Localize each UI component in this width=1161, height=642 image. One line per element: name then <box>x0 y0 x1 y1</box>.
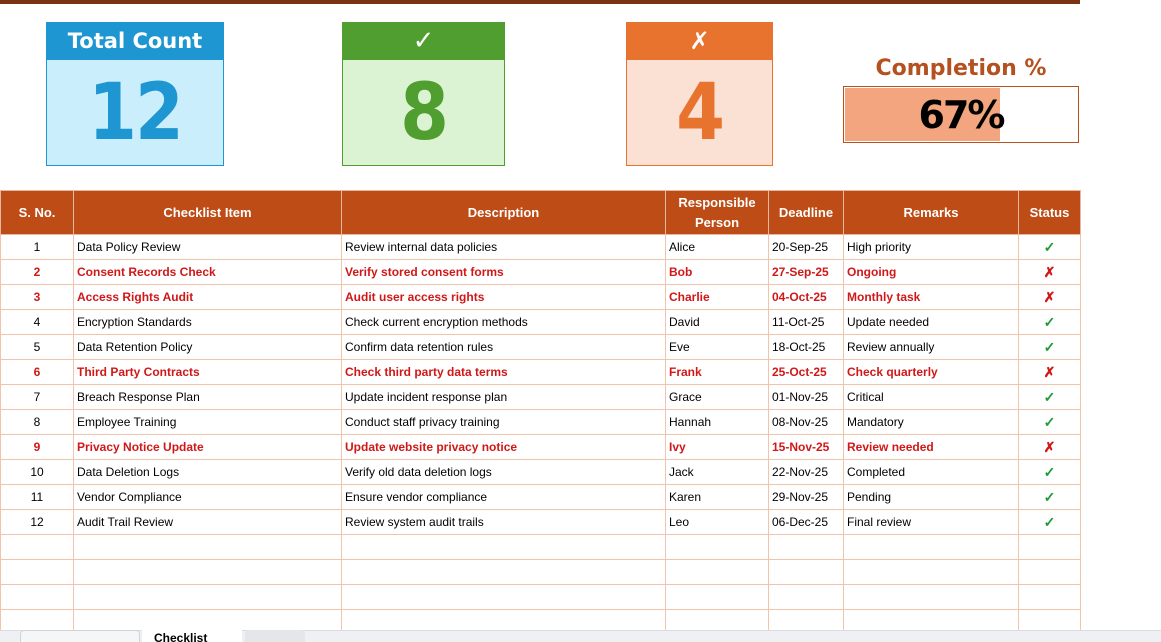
table-row <box>1 485 1081 510</box>
header-deadline[interactable]: Deadline <box>769 191 844 235</box>
cell-remarks[interactable]: Update needed <box>844 310 1019 335</box>
header-checklist-item[interactable]: Checklist Item <box>74 191 342 235</box>
completion-progress-bar <box>843 86 1079 143</box>
top-accent-bar <box>0 0 1080 4</box>
table-row <box>1 260 1081 285</box>
check-icon: ✓ <box>342 22 505 60</box>
cell-description[interactable]: Review system audit trails <box>342 510 666 535</box>
empty-row <box>1 535 1081 560</box>
cell-sno[interactable]: 5 <box>1 335 74 360</box>
empty-cell[interactable] <box>666 560 769 585</box>
status-check-icon[interactable]: ✓ <box>1019 335 1081 360</box>
header-sno[interactable]: S. No. <box>1 191 74 235</box>
cell-description[interactable]: Ensure vendor compliance <box>342 485 666 510</box>
cell-deadline[interactable]: 27-Sep-25 <box>769 260 844 285</box>
sheet-tab[interactable] <box>20 630 140 642</box>
cell-checklist-item[interactable]: Data Policy Review <box>74 235 342 260</box>
cell-remarks[interactable]: Monthly task <box>844 285 1019 310</box>
cell-sno[interactable]: 11 <box>1 485 74 510</box>
table-row <box>1 360 1081 385</box>
cell-checklist-item[interactable]: Privacy Notice Update <box>74 435 342 460</box>
cell-description[interactable]: Update website privacy notice <box>342 435 666 460</box>
cell-checklist-item[interactable]: Access Rights Audit <box>74 285 342 310</box>
cell-checklist-item[interactable]: Breach Response Plan <box>74 385 342 410</box>
cell-responsible-person[interactable]: Charlie <box>666 285 769 310</box>
empty-cell[interactable] <box>1019 535 1081 560</box>
cell-remarks[interactable]: Check quarterly <box>844 360 1019 385</box>
status-cross-icon[interactable]: ✗ <box>1019 435 1081 460</box>
cell-checklist-item[interactable]: Employee Training <box>74 410 342 435</box>
cell-checklist-item[interactable]: Data Retention Policy <box>74 335 342 360</box>
cell-description[interactable]: Conduct staff privacy training <box>342 410 666 435</box>
cell-description[interactable]: Verify stored consent forms <box>342 260 666 285</box>
header-status[interactable]: Status <box>1019 191 1081 235</box>
empty-cell[interactable] <box>342 560 666 585</box>
sheet-tab[interactable] <box>245 630 305 642</box>
table-header-row <box>1 191 1081 235</box>
cell-checklist-item[interactable]: Data Deletion Logs <box>74 460 342 485</box>
cell-description[interactable]: Update incident response plan <box>342 385 666 410</box>
cross-icon: ✗ <box>626 22 773 60</box>
cell-deadline[interactable]: 25-Oct-25 <box>769 360 844 385</box>
empty-cell[interactable] <box>74 560 342 585</box>
empty-cell[interactable] <box>844 560 1019 585</box>
header-remarks[interactable]: Remarks <box>844 191 1019 235</box>
cell-responsible-person[interactable]: Alice <box>666 235 769 260</box>
table-row <box>1 435 1081 460</box>
cell-description[interactable]: Check current encryption methods <box>342 310 666 335</box>
cell-remarks[interactable]: Critical <box>844 385 1019 410</box>
cell-deadline[interactable]: 01-Nov-25 <box>769 385 844 410</box>
empty-cell[interactable] <box>769 560 844 585</box>
cell-remarks[interactable]: Review needed <box>844 435 1019 460</box>
empty-cell[interactable] <box>844 535 1019 560</box>
header-description[interactable]: Description <box>342 191 666 235</box>
cell-checklist-item[interactable]: Vendor Compliance <box>74 485 342 510</box>
cell-deadline[interactable]: 18-Oct-25 <box>769 335 844 360</box>
sheet-tab-active[interactable]: Checklist <box>142 630 242 642</box>
table-row <box>1 410 1081 435</box>
cell-checklist-item[interactable]: Third Party Contracts <box>74 360 342 385</box>
empty-cell[interactable] <box>666 585 769 610</box>
pending-count-value: 4 <box>626 60 773 166</box>
table-row <box>1 285 1081 310</box>
cell-responsible-person[interactable]: Ivy <box>666 435 769 460</box>
cell-remarks[interactable]: Completed <box>844 460 1019 485</box>
empty-cell[interactable] <box>1 535 74 560</box>
cell-responsible-person[interactable]: Karen <box>666 485 769 510</box>
cell-remarks[interactable]: Mandatory <box>844 410 1019 435</box>
status-check-icon[interactable]: ✓ <box>1019 485 1081 510</box>
empty-row <box>1 560 1081 585</box>
empty-cell[interactable] <box>1019 585 1081 610</box>
cell-deadline[interactable]: 15-Nov-25 <box>769 435 844 460</box>
table-row <box>1 460 1081 485</box>
table-row <box>1 310 1081 335</box>
cell-responsible-person[interactable]: Eve <box>666 335 769 360</box>
completed-count-value: 8 <box>342 60 505 166</box>
cell-deadline[interactable]: 29-Nov-25 <box>769 485 844 510</box>
empty-cell[interactable] <box>342 585 666 610</box>
empty-cell[interactable] <box>769 585 844 610</box>
cell-sno[interactable]: 4 <box>1 310 74 335</box>
cell-sno[interactable]: 2 <box>1 260 74 285</box>
cell-remarks[interactable]: Ongoing <box>844 260 1019 285</box>
cell-deadline[interactable]: 11-Oct-25 <box>769 310 844 335</box>
table-row <box>1 235 1081 260</box>
table-row <box>1 385 1081 410</box>
header-responsible-person[interactable]: Responsible Person <box>666 191 769 235</box>
status-check-icon[interactable]: ✓ <box>1019 385 1081 410</box>
table-row <box>1 335 1081 360</box>
cell-sno[interactable]: 8 <box>1 410 74 435</box>
empty-cell[interactable] <box>1 585 74 610</box>
cell-responsible-person[interactable]: David <box>666 310 769 335</box>
empty-cell[interactable] <box>74 585 342 610</box>
empty-cell[interactable] <box>666 535 769 560</box>
empty-cell[interactable] <box>1019 560 1081 585</box>
cell-remarks[interactable]: Final review <box>844 510 1019 535</box>
total-count-value: 12 <box>46 60 224 166</box>
cell-responsible-person[interactable]: Leo <box>666 510 769 535</box>
cell-sno[interactable]: 12 <box>1 510 74 535</box>
cell-responsible-person[interactable]: Jack <box>666 460 769 485</box>
cell-description[interactable]: Check third party data terms <box>342 360 666 385</box>
cell-checklist-item[interactable]: Audit Trail Review <box>74 510 342 535</box>
cell-responsible-person[interactable]: Hannah <box>666 410 769 435</box>
status-check-icon[interactable]: ✓ <box>1019 460 1081 485</box>
total-count-card <box>46 22 224 166</box>
completed-count-card <box>342 22 505 166</box>
status-check-icon[interactable]: ✓ <box>1019 410 1081 435</box>
cell-remarks[interactable]: High priority <box>844 235 1019 260</box>
cell-sno[interactable]: 1 <box>1 235 74 260</box>
cell-sno[interactable]: 7 <box>1 385 74 410</box>
empty-cell[interactable] <box>342 535 666 560</box>
completion-value: 67% <box>918 92 1004 137</box>
status-cross-icon[interactable]: ✗ <box>1019 360 1081 385</box>
total-count-label: Total Count <box>46 22 224 60</box>
checklist-table <box>0 190 1081 635</box>
empty-cell[interactable] <box>74 535 342 560</box>
cell-description[interactable]: Verify old data deletion logs <box>342 460 666 485</box>
cell-sno[interactable]: 10 <box>1 460 74 485</box>
status-check-icon[interactable]: ✓ <box>1019 310 1081 335</box>
cell-remarks[interactable]: Review annually <box>844 335 1019 360</box>
empty-cell[interactable] <box>844 585 1019 610</box>
cell-remarks[interactable]: Pending <box>844 485 1019 510</box>
cell-sno[interactable]: 6 <box>1 360 74 385</box>
cell-deadline[interactable]: 06-Dec-25 <box>769 510 844 535</box>
empty-cell[interactable] <box>769 535 844 560</box>
status-check-icon[interactable]: ✓ <box>1019 510 1081 535</box>
cell-sno[interactable]: 9 <box>1 435 74 460</box>
completion-label: Completion % <box>875 56 1047 81</box>
cell-deadline[interactable]: 20-Sep-25 <box>769 235 844 260</box>
status-cross-icon[interactable]: ✗ <box>1019 285 1081 310</box>
cell-checklist-item[interactable]: Encryption Standards <box>74 310 342 335</box>
cell-responsible-person[interactable]: Grace <box>666 385 769 410</box>
cell-sno[interactable]: 3 <box>1 285 74 310</box>
table-row <box>1 510 1081 535</box>
cell-description[interactable]: Audit user access rights <box>342 285 666 310</box>
cell-deadline[interactable]: 22-Nov-25 <box>769 460 844 485</box>
table-body <box>1 235 1081 635</box>
cell-deadline[interactable]: 08-Nov-25 <box>769 410 844 435</box>
cell-checklist-item[interactable]: Consent Records Check <box>74 260 342 285</box>
empty-cell[interactable] <box>1 560 74 585</box>
empty-row <box>1 585 1081 610</box>
status-check-icon[interactable]: ✓ <box>1019 235 1081 260</box>
cell-description[interactable]: Review internal data policies <box>342 235 666 260</box>
cell-responsible-person[interactable]: Frank <box>666 360 769 385</box>
status-cross-icon[interactable]: ✗ <box>1019 260 1081 285</box>
cell-description[interactable]: Confirm data retention rules <box>342 335 666 360</box>
cell-deadline[interactable]: 04-Oct-25 <box>769 285 844 310</box>
pending-count-card <box>626 22 773 166</box>
cell-responsible-person[interactable]: Bob <box>666 260 769 285</box>
